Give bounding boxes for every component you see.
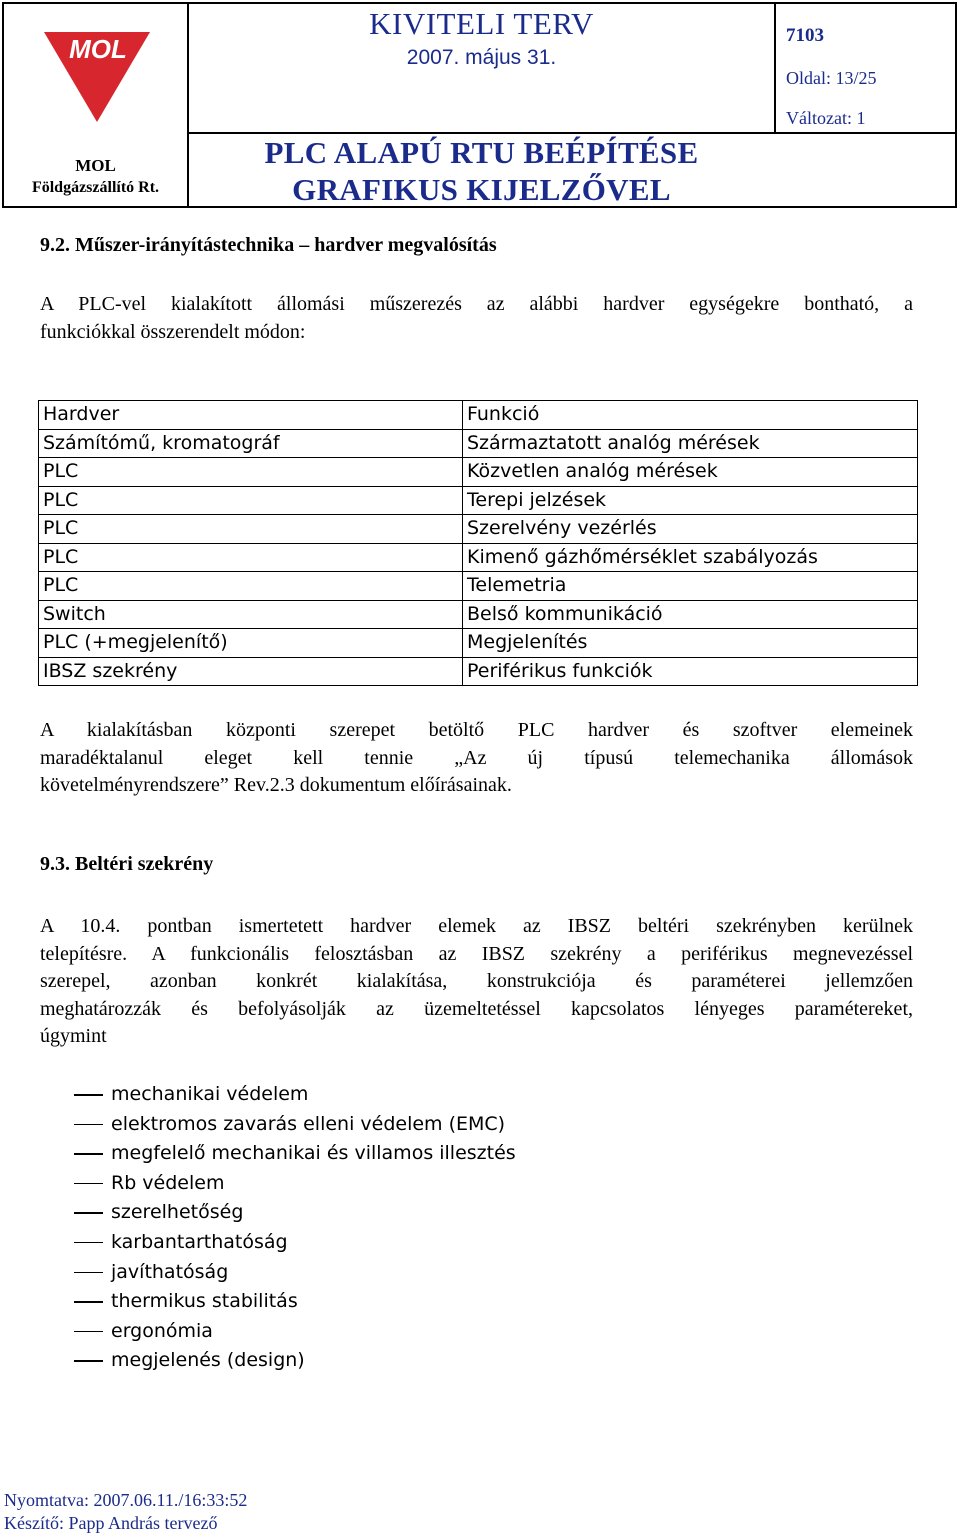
list-item-label: ergonómia xyxy=(111,1319,213,1342)
company-subname: Földgázszállító Rt. xyxy=(31,179,160,196)
dash-bullet-icon xyxy=(74,1301,103,1303)
hardware-function-table xyxy=(38,400,918,686)
paragraph-line: telepítésre. A funkcionális felosztásban az IBSZ szekrény a periférikus megnevezéssel xyxy=(40,942,913,965)
intro-line: A PLC-vel kialakított állomási műszerezés az alábbi hardver egységekre bontható, a xyxy=(40,293,913,315)
table-row xyxy=(39,572,918,601)
page-number: Oldal: 13/25 xyxy=(786,68,877,88)
list-item-label: thermikus stabilitás xyxy=(111,1290,298,1313)
list-item-label: karbantarthatóság xyxy=(111,1230,288,1253)
list-item-label: megjelenés (design) xyxy=(111,1349,305,1372)
company-name: MOL xyxy=(75,156,116,175)
list-item xyxy=(70,1287,516,1317)
dash-bullet-icon xyxy=(74,1094,103,1096)
list-item xyxy=(70,1110,516,1140)
list-item xyxy=(70,1317,516,1347)
parameter-list xyxy=(70,1080,516,1376)
paragraph-line: maradéktalanul eleget kell tennie „Az új típusú telemechanika állomások xyxy=(40,746,913,769)
document-title: KIVITELI TERV xyxy=(369,6,594,41)
paragraph-line: A kialakításban központi szerepet betöltő PLC hardver és szoftver elemeinek xyxy=(40,719,913,741)
function-cell: Periférikus funkciók xyxy=(463,657,918,686)
table-row xyxy=(39,629,918,658)
paragraph-after-table xyxy=(40,717,913,800)
paragraph-line: meghatározzák és befolyásolják az üzemeltetéssel kapcsolatos lényeges paramétereket, xyxy=(40,997,913,1020)
document-header xyxy=(2,2,957,208)
dash-bullet-icon xyxy=(74,1360,103,1362)
list-item xyxy=(70,1169,516,1199)
paragraph-line: szerepel, azonban konkrét kialakítása, konstrukciója és paraméterei jellemzően xyxy=(40,970,913,992)
hardware-cell: Számítómű, kromatográf xyxy=(39,429,463,458)
list-item xyxy=(70,1228,516,1258)
document-subtitle-line1: PLC ALAPÚ RTU BEÉPÍTÉSE xyxy=(264,135,699,170)
function-cell: Származtatott analóg mérések xyxy=(463,429,918,458)
paragraph-line: követelményrendszere” Rev.2.3 dokumentum előírásainak. xyxy=(40,774,512,796)
hardware-cell: PLC xyxy=(39,572,463,601)
document-subtitle-line2: GRAFIKUS KIJELZŐVEL xyxy=(292,172,671,207)
list-item xyxy=(70,1198,516,1228)
version-label: Változat: 1 xyxy=(786,108,866,128)
dash-bullet-icon xyxy=(74,1153,103,1155)
section-heading-9-3: 9.3. Beltéri szekrény xyxy=(40,853,214,875)
header-info-cell xyxy=(774,4,957,134)
function-cell: Funkció xyxy=(463,401,918,430)
document-number: 7103 xyxy=(786,25,824,46)
section-9-3-paragraph xyxy=(40,913,913,1051)
hardware-cell: PLC xyxy=(39,515,463,544)
function-cell: Belső kommunikáció xyxy=(463,600,918,629)
list-item xyxy=(70,1080,516,1110)
dash-bullet-icon xyxy=(74,1331,103,1333)
paragraph-line: A 10.4. pontban ismertetett hardver elemek az IBSZ beltéri szekrényben kerülnek xyxy=(40,915,913,937)
table-row xyxy=(39,486,918,515)
function-cell: Kimenő gázhőmérséklet szabályozás xyxy=(463,543,918,572)
list-item-label: mechanikai védelem xyxy=(111,1083,309,1105)
dash-bullet-icon xyxy=(74,1272,103,1274)
list-item-label: javíthatóság xyxy=(111,1260,229,1283)
dash-bullet-icon xyxy=(74,1183,103,1185)
mol-logo-icon xyxy=(42,28,152,124)
dash-bullet-icon xyxy=(74,1124,103,1126)
hardware-cell: PLC xyxy=(39,543,463,572)
logo-text: MOL xyxy=(69,34,127,64)
document-date: 2007. május 31. xyxy=(406,46,557,69)
header-logo-cell xyxy=(4,4,189,206)
hardware-cell: Hardver xyxy=(39,401,463,430)
list-item xyxy=(70,1139,516,1169)
list-item-label: megfelelő mechanikai és villamos illesztés xyxy=(111,1142,516,1165)
section-heading-9-2: 9.2. Műszer-irányítástechnika – hardver megvalósítás xyxy=(40,234,497,256)
table-row xyxy=(39,458,918,487)
dash-bullet-icon xyxy=(74,1212,103,1214)
list-item xyxy=(70,1258,516,1288)
intro-line: funkciókkal összerendelt módon: xyxy=(40,320,306,343)
table-row xyxy=(39,543,918,572)
hardware-cell: IBSZ szekrény xyxy=(39,657,463,686)
list-item-label: szerelhetőség xyxy=(111,1201,244,1224)
function-cell: Terepi jelzések xyxy=(463,486,918,515)
function-cell: Telemetria xyxy=(463,572,918,601)
paragraph-line: úgymint xyxy=(40,1025,107,1047)
hardware-cell: PLC (+megjelenítő) xyxy=(39,629,463,658)
table-row xyxy=(39,657,918,686)
author-line: Készítő: Papp András tervező xyxy=(4,1513,218,1533)
hardware-cell: PLC xyxy=(39,486,463,515)
list-item-label: Rb védelem xyxy=(111,1171,225,1194)
list-item xyxy=(70,1346,516,1376)
table-row xyxy=(39,515,918,544)
function-cell: Megjelenítés xyxy=(463,629,918,658)
function-cell: Közvetlen analóg mérések xyxy=(463,458,918,487)
function-cell: Szerelvény vezérlés xyxy=(463,515,918,544)
list-item-label: elektromos zavarás elleni védelem (EMC) xyxy=(111,1112,506,1135)
section-9-2-intro xyxy=(40,291,913,346)
table-header-row xyxy=(39,401,918,430)
header-divider xyxy=(187,132,774,134)
hardware-cell: Switch xyxy=(39,600,463,629)
table-row xyxy=(39,600,918,629)
table-row xyxy=(39,429,918,458)
dash-bullet-icon xyxy=(74,1242,103,1244)
hardware-cell: PLC xyxy=(39,458,463,487)
print-timestamp: Nyomtatva: 2007.06.11./16:33:52 xyxy=(4,1490,248,1510)
